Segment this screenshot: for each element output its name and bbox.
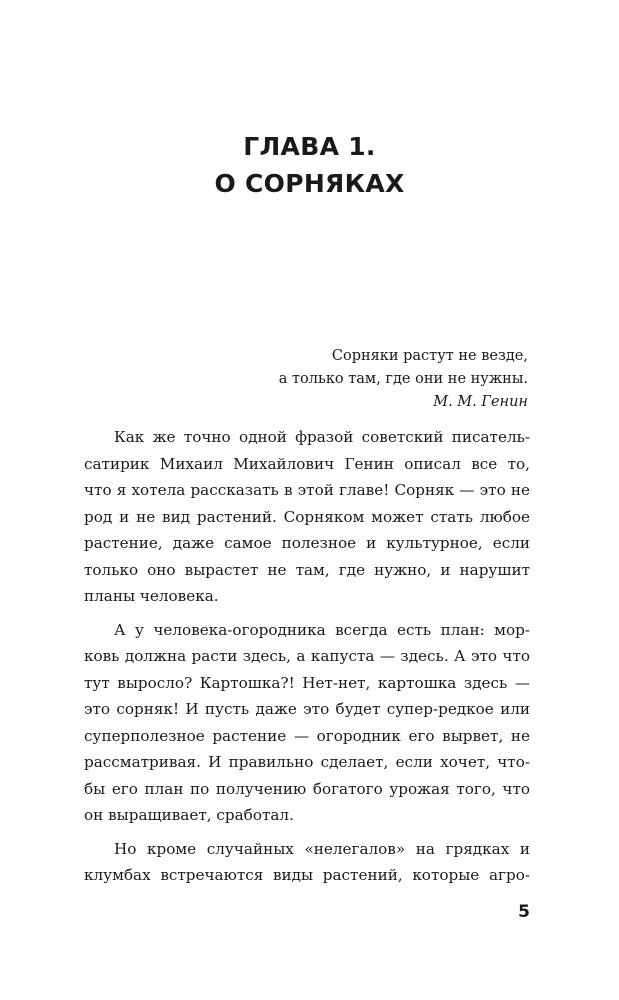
- text-line: планы человека.: [84, 587, 219, 605]
- text-line: что я хотела рассказать в этой главе! Сорняк — это не: [84, 481, 530, 499]
- epigraph-author: М. М. Генин: [433, 394, 528, 410]
- text-line: Но кроме случайных «нелегалов» на грядках и: [114, 839, 530, 858]
- paragraph: [84, 617, 530, 829]
- epigraph-line: Сорняки растут не везде,: [331, 348, 528, 364]
- page-number: 5: [518, 902, 530, 922]
- paragraph: [84, 424, 530, 610]
- text-line: клумбах встречаются виды растений, которые агро-: [84, 866, 530, 884]
- text-line: род и не вид растений. Сорняком может стать любое: [84, 507, 530, 526]
- body-text: [84, 424, 530, 896]
- text-line: тут выросло? Картошка?! Нет-нет, картошка здесь —: [84, 673, 530, 692]
- text-line: Как же точно одной фразой советский писатель-: [114, 428, 530, 446]
- paragraph: [84, 836, 530, 889]
- chapter-number: ГЛАВА 1.: [243, 132, 376, 161]
- epigraph: [108, 345, 528, 414]
- text-line: ковь должна расти здесь, а капуста — здесь. А это что: [84, 647, 530, 665]
- epigraph-line: а только там, где они не нужны.: [278, 371, 528, 387]
- text-line: это сорняк! И пусть даже это будет супер-редкое или: [84, 700, 530, 718]
- text-line: суперполезное растение — огородник его вырвет, не: [84, 726, 530, 745]
- chapter-title: [0, 128, 619, 202]
- text-line: только оно вырастет не там, где нужно, и нарушит: [84, 560, 530, 579]
- text-line: сатирик Михаил Михайлович Генин описал все то,: [84, 454, 530, 473]
- text-line: он выращивает, сработал.: [84, 806, 294, 824]
- text-line: растение, даже самое полезное и культурное, если: [84, 534, 530, 552]
- text-line: А у человека-огородника всегда есть план: мор-: [114, 620, 530, 639]
- text-line: рассматривая. И правильно сделает, если хочет, что-: [84, 753, 530, 771]
- text-line: бы его план по получению богатого урожая того, что: [84, 779, 530, 798]
- chapter-name: О СОРНЯКАХ: [214, 169, 405, 198]
